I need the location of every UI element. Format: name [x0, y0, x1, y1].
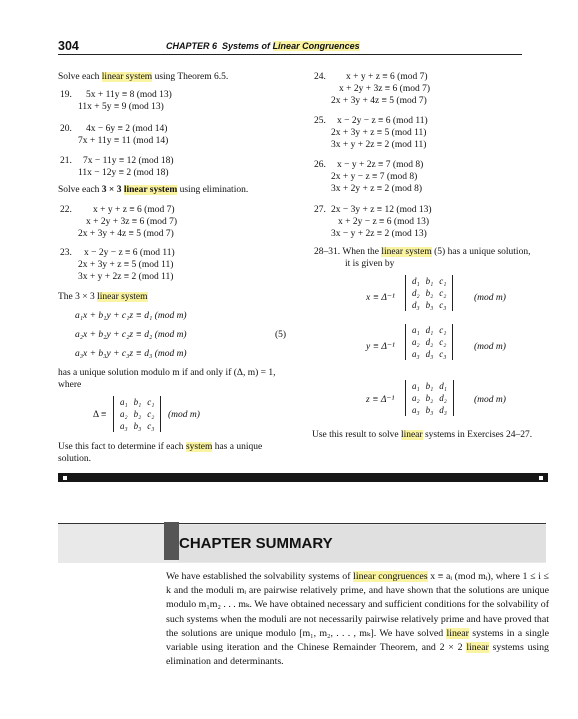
chapter-summary-text: We have established the solvability systems of linear congruences x ≡ aᵢ (mod mᵢ), where 1 ≤ i ≤ k and the moduli mᵢ are pairwise relatively prime, and have shown that the solutions are unique modulo m₁m₂ . . . mₖ. We have obtained necessary and sufficient conditions for the solvability of such systems when the moduli are not necessarily pairwise relatively prime and have proved that the solutions are unique modulo [m₁, m₂, . . . , mₖ]. We have solved linear systems in a single variable using iteration and the Chinese Remainder Theorem, and 2 × 2 linear systems using elimination and determinants. [166, 571, 549, 668]
det-entry: a₂ [120, 409, 128, 419]
exercise-22-number: 22. [60, 205, 72, 215]
exercise-26-line3: 3x + 2y + z ≡ 2 (mod 8) [331, 184, 423, 194]
exercise-20-number: 20. [60, 124, 72, 134]
exercise-23-line2: 2x + 3y + z ≡ 5 (mod 11) [78, 260, 174, 270]
det-entry: a₃ [412, 405, 420, 415]
det-entry: b₃ [133, 421, 142, 431]
three-by-three-intro: The 3 × 3 linear system [58, 292, 148, 302]
exercise-24-line1: x + y + z ≡ 6 (mod 7) [346, 72, 428, 82]
system-eq-1: a₁x + b₁y + c₁z ≡ d₁ (mod m) [75, 311, 187, 321]
det-entry: a₂ [412, 393, 420, 403]
exercise-25-line3: 3x + y + 2z ≡ 2 (mod 11) [331, 140, 427, 150]
exercise-21-number: 21. [60, 156, 72, 166]
det-entry: b₁ [133, 397, 142, 407]
det-entry: b₁ [425, 276, 434, 286]
z-formula-lhs: z ≡ Δ⁻¹ [366, 395, 395, 405]
exercise-21-line1: 7x − 11y ≡ 12 (mod 18) [83, 156, 174, 166]
bar-marker-left [63, 476, 67, 480]
x-determinant [405, 275, 453, 311]
banner-tab [164, 522, 179, 560]
use-fact-line2: solution. [58, 454, 91, 464]
use-result-line: Use this result to solve linear systems in Exercises 24–27. [312, 430, 533, 440]
system-eq-3: a₃x + b₃y + c₃z ≡ d₃ (mod m) [75, 349, 187, 359]
y-determinant [405, 324, 453, 360]
exercises-28-31-line1: 28–31. When the linear system (5) has a unique solution, [314, 247, 531, 257]
exercise-23-line1: x − 2y − z ≡ 6 (mod 11) [84, 248, 175, 258]
exercise-24-line3: 2x + 3y + 4z ≡ 5 (mod 7) [331, 96, 427, 106]
det-entry: d₂ [439, 393, 447, 403]
running-header [58, 40, 522, 55]
det-entry: d₂ [425, 337, 434, 347]
exercise-25-line1: x − 2y − z ≡ 6 (mod 11) [337, 116, 428, 126]
det-entry: a₁ [412, 325, 420, 335]
det-entry: c₁ [439, 325, 447, 335]
unique-condition: has a unique solution modulo m if and only if (Δ, m) = 1, [58, 368, 276, 378]
det-entry: d₁ [425, 325, 434, 335]
exercise-19-line1: 5x + 11y ≡ 8 (mod 13) [86, 90, 172, 100]
det-entry: d₁ [412, 276, 420, 286]
exercise-21-line2: 11x − 12y ≡ 2 (mod 18) [78, 168, 169, 178]
det-entry: c₁ [147, 397, 155, 407]
det-entry: d₃ [412, 300, 420, 310]
det-entry: b₃ [425, 300, 434, 310]
z-determinant [405, 380, 454, 416]
exercise-23-line3: 3x + y + 2z ≡ 2 (mod 11) [78, 272, 174, 282]
exercise-22-line1: x + y + z ≡ 6 (mod 7) [93, 205, 175, 215]
det-entry: b₂ [133, 409, 142, 419]
det-entry: d₃ [439, 405, 447, 415]
exercise-22-line2: x + 2y + 3z ≡ 6 (mod 7) [86, 217, 178, 227]
exercise-27-line1: 2x − 3y + z ≡ 12 (mod 13) [331, 205, 432, 215]
exercise-25-number: 25. [314, 116, 326, 126]
det-entry: c₂ [439, 337, 447, 347]
exercises-28-31-line2: it is given by [345, 259, 395, 269]
exercise-27-line2: x + 2y − z ≡ 6 (mod 13) [338, 217, 430, 227]
det-entry: a₁ [412, 381, 420, 391]
det-entry: a₁ [120, 397, 128, 407]
det-entry: d₂ [412, 288, 420, 298]
y-formula-mod: (mod m) [474, 342, 506, 352]
det-entry: b₃ [425, 405, 434, 415]
x-formula-mod: (mod m) [474, 293, 506, 303]
use-fact-line1: Use this fact to determine if each system has a unique [58, 442, 263, 452]
chapter-summary-banner [58, 523, 546, 563]
det-entry: b₂ [425, 393, 434, 403]
det-entry: c₂ [147, 409, 155, 419]
det-entry: a₂ [412, 337, 420, 347]
det-entry: a₃ [120, 421, 128, 431]
instruction-elimination: Solve each 3 × 3 linear system using elimination. [58, 185, 249, 195]
exercise-20-line1: 4x − 6y ≡ 2 (mod 14) [86, 124, 168, 134]
x-formula-lhs: x ≡ Δ⁻¹ [366, 293, 395, 303]
chapter-summary-title: CHAPTER SUMMARY [179, 525, 546, 562]
delta-mod: (mod m) [168, 410, 200, 420]
det-entry: d₃ [425, 349, 434, 359]
y-formula-lhs: y ≡ Δ⁻¹ [366, 342, 395, 352]
det-entry: c₃ [439, 300, 447, 310]
exercise-27-number: 27. [314, 205, 326, 215]
det-entry: a₃ [412, 349, 420, 359]
exercise-19-line2: 11x + 5y ≡ 9 (mod 13) [78, 102, 164, 112]
det-entry: b₂ [425, 288, 434, 298]
delta-lhs: Δ ≡ [93, 410, 107, 420]
exercise-19-number: 19. [60, 90, 72, 100]
exercise-25-line2: 2x + 3y + z ≡ 5 (mod 11) [331, 128, 427, 138]
det-entry: d₁ [439, 381, 447, 391]
equation-label: (5) [275, 330, 287, 340]
system-eq-2: a₂x + b₂y + c₂z ≡ d₂ (mod m) [75, 330, 187, 340]
page-number: 304 [58, 39, 79, 53]
delta-determinant [113, 396, 161, 432]
exercise-26-line1: x − y + 2z ≡ 7 (mod 8) [337, 160, 424, 170]
exercise-22-line3: 2x + 3y + 4z ≡ 5 (mod 7) [78, 229, 174, 239]
exercise-26-number: 26. [314, 160, 326, 170]
exercise-24-line2: x + 2y + 3z ≡ 6 (mod 7) [339, 84, 431, 94]
exercise-27-line3: 3x − y + 2z ≡ 2 (mod 13) [331, 229, 427, 239]
bar-marker-right [539, 476, 543, 480]
section-divider-bar [58, 473, 548, 482]
det-entry: c₃ [439, 349, 447, 359]
det-entry: c₂ [439, 288, 447, 298]
exercise-20-line2: 7x + 11y ≡ 11 (mod 14) [78, 136, 169, 146]
exercise-23-number: 23. [60, 248, 72, 258]
det-entry: c₁ [439, 276, 447, 286]
chapter-title: CHAPTER 6 Systems of Linear Congruences [166, 41, 360, 51]
instruction-theorem: Solve each linear system using Theorem 6.5. [58, 72, 229, 82]
exercise-24-number: 24. [314, 72, 326, 82]
det-entry: b₁ [425, 381, 434, 391]
unique-condition-where: where [58, 380, 82, 390]
z-formula-mod: (mod m) [474, 395, 506, 405]
det-entry: c₃ [147, 421, 155, 431]
exercise-26-line2: 2x + y − z ≡ 7 (mod 8) [331, 172, 418, 182]
